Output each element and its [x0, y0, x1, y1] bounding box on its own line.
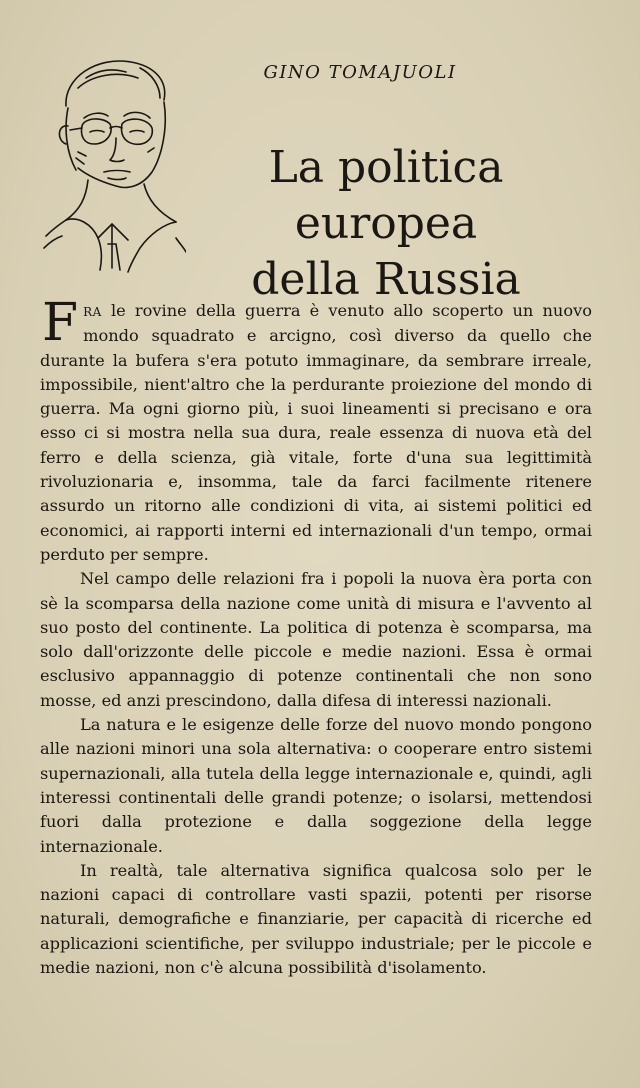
paragraph-1 — [40, 293, 592, 567]
paragraph-1-text: le rovine della guerra è venuto allo scoperto un nuovo mondo squadrato e arcigno, così diverso da quello che durante la bufera s'era potuto immaginare, da sembrare irreale, impossibile, nient'altro che la perdurante proiezione del mondo di guerra. Ma ogni giorno più, i suoi lineamenti si precisano e ora esso ci si mostra nella sua dura, reale essenza di nuova età del ferro e della scienza, già vitale, forte d'una sua legittimità rivoluzionaria e, insomma, tale da farci facilmente ritenere assurdo un ritorno alle condizioni di vita, ai sistemi politici ed economici, ai rapporti interni ed internazionali d'un tempo, ormai perduto per sempre. — [40, 301, 592, 564]
drop-cap: F — [42, 293, 79, 353]
author-portrait-sketch-icon — [36, 48, 186, 273]
article-title — [176, 140, 596, 308]
paragraph-3: La natura e le esigenze delle forze del nuovo mondo pongono alle nazioni minori una sola alternativa: o cooperare entro sistemi supernazionali, alla tutela della legge internazionale e, quindi, agli interessi continentali delle grandi potenze; o isolarsi, mettendosi fuori dalla protezione e dalla soggezione della legge internazionale. — [40, 715, 592, 856]
author-name: GINO TOMAJUOLI — [263, 62, 457, 83]
title-line-1: La politica europea — [268, 142, 504, 249]
article-body — [40, 293, 592, 980]
first-word-smallcaps: RA — [83, 305, 102, 319]
paragraph-2: Nel campo delle relazioni fra i popoli la nuova èra porta con sè la scomparsa della nazione come unità di misura e l'avvento al suo posto del continente. La politica di potenza è scomparsa, ma solo dall'orizzonte delle piccole e medie nazioni. Essa è ormai esclusivo appannaggio di potenze continentali che non sono mosse, ed anzi prescindono, dalla difesa di interessi nazionali. — [40, 569, 592, 710]
title-line-2: della Russia — [251, 254, 521, 305]
paragraph-4: In realtà, tale alternativa significa qualcosa solo per le nazioni capaci di controllare vasti spazii, potenti per risorse naturali, demografiche e finanziarie, per capacità di ricerche ed applicazioni scientifiche, per sviluppo industriale; per le piccole e medie nazioni, non c'è alcuna possibilità d'isolamento. — [40, 860, 592, 978]
